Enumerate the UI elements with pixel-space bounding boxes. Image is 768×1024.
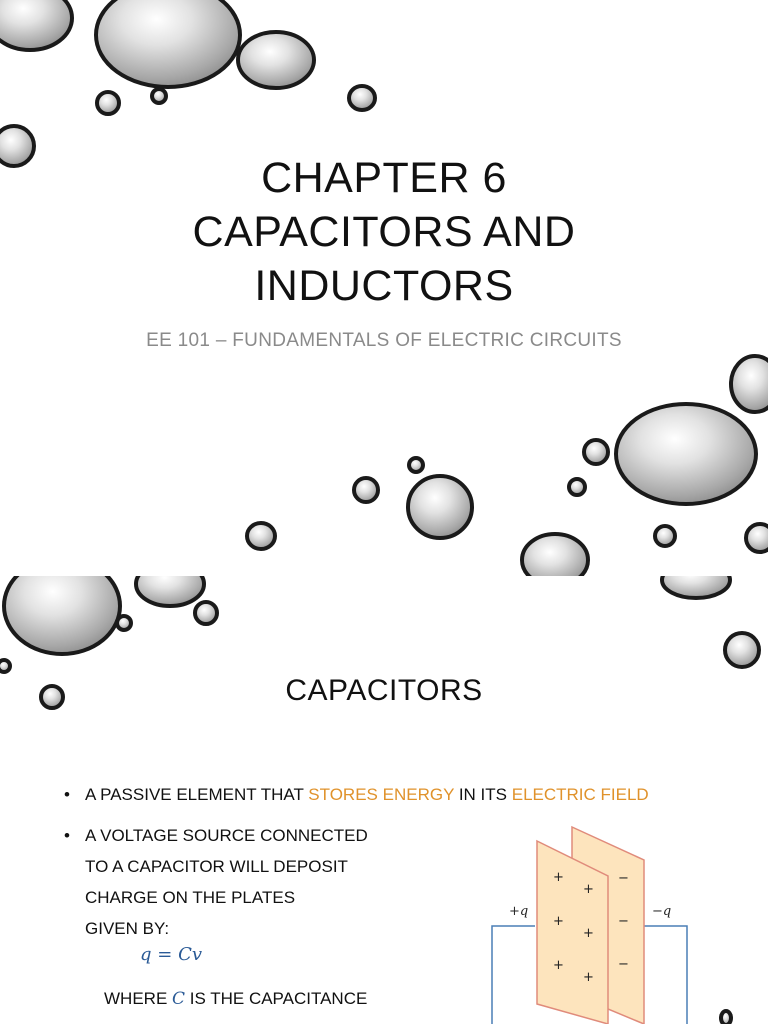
equation-lhs: q [140, 944, 152, 965]
plus-sign: + [553, 958, 564, 973]
minus-q-label: −q [652, 904, 672, 919]
capacitors-slide: CAPACITORS • A PASSIVE ELEMENT THAT STORES ENERGY IN ITS ELECTRIC FIELD • A VOLTAGE SOURCE CONNECTED TO A CAPACITOR WILL DEPOSIT CHARGE ON THE PLATES GIVEN BY: q = Cv WHERE C IS THE CAPACITANCE + + + + + + − − − +q −q [0, 576, 768, 1024]
capacitance-equation [140, 944, 202, 965]
capacitance-symbol: C [172, 989, 186, 1009]
minus-sign: − [618, 914, 629, 929]
bullet-dot: • [64, 785, 70, 804]
bullet-line: A VOLTAGE SOURCE CONNECTED [85, 826, 368, 845]
bullet-text [85, 785, 649, 805]
wire-right [643, 926, 687, 1024]
slide-subtitle: EE 101 – FUNDAMENTALS OF ELECTRIC CIRCUITS [146, 330, 622, 351]
highlight-stores-energy: STORES ENERGY [308, 785, 455, 804]
bullet-line: TO A CAPACITOR WILL DEPOSIT [85, 857, 348, 876]
plus-sign: + [553, 914, 564, 929]
title-line-1: CHAPTER 6 [261, 154, 507, 202]
bullet-text-part: A PASSIVE ELEMENT THAT [85, 785, 309, 804]
equation-operator: = [157, 944, 173, 965]
where-text [104, 989, 367, 1009]
where-suffix: IS THE CAPACITANCE [185, 989, 368, 1008]
title-line-2: CAPACITORS AND [192, 208, 576, 256]
slide-title [0, 151, 768, 313]
plus-sign: + [583, 882, 594, 897]
where-prefix: WHERE [104, 989, 172, 1008]
wire-left [492, 926, 535, 1024]
plus-sign: + [553, 870, 564, 885]
slide-title: CAPACITORS [285, 674, 483, 707]
highlight-electric-field: ELECTRIC FIELD [511, 785, 649, 804]
equation-rhs: Cv [178, 944, 203, 965]
title-line-3: INDUCTORS [254, 262, 514, 310]
plus-sign: + [583, 970, 594, 985]
plus-sign: + [583, 926, 594, 941]
minus-sign: − [618, 957, 629, 972]
bullet-line: CHARGE ON THE PLATES [85, 888, 296, 907]
plus-q-label: +q [509, 904, 529, 919]
capacitor-diagram [480, 824, 710, 1024]
minus-sign: − [618, 871, 629, 886]
bullet-line: GIVEN BY: [85, 919, 170, 938]
bullet-text-part: IN ITS [454, 785, 512, 804]
